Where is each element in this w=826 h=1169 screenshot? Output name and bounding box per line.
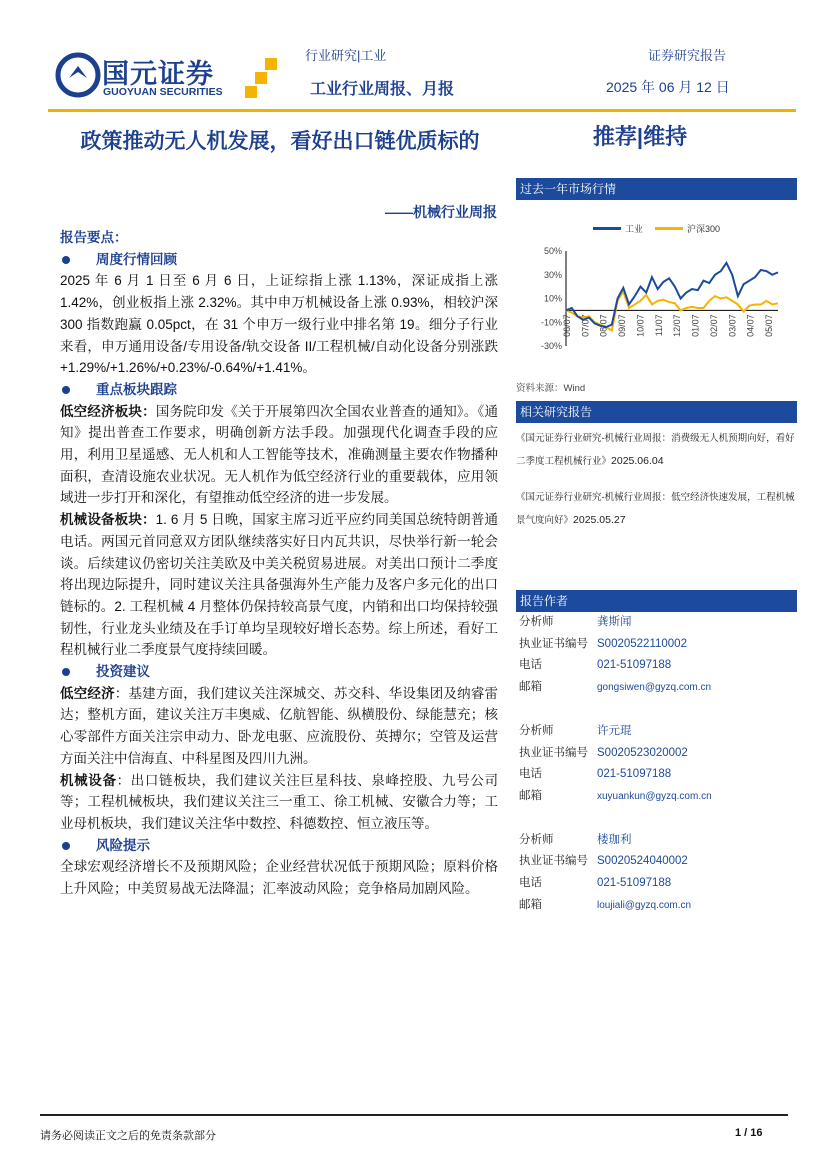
author-row — [519, 873, 797, 895]
page-number: 1 / 16 — [735, 1127, 763, 1139]
author-label: 邮箱 — [519, 681, 542, 694]
author-label: 执业证书编号 — [519, 746, 588, 759]
author-phone: 021-51097188 — [597, 768, 672, 781]
bullet-icon — [62, 668, 70, 676]
section-title: 周度行情回顾 — [96, 251, 177, 267]
x-tick-label: 04/07 — [745, 314, 756, 337]
paragraph-text: ：基建方面，我们建议关注深城交、苏交科、华设集团及纳睿雷达；整机方面，建议关注万丰奥威、亿航智能、纵横股份、绿能慧充；核心零部件方面关注宗申动力、卧龙电驱、应流股份、英搏尔；空管及运营方面关注中信海直、中科星图及四川九洲。 — [60, 685, 499, 766]
related-report-item[interactable] — [516, 428, 797, 473]
related-bar: 相关研究报告 — [516, 401, 797, 423]
paragraph — [60, 856, 498, 899]
paragraph-text: 2025 年 6 月 1 日至 6 月 6 日，上证综指上涨 1.13%，深证成指上涨 1.42%，创业板指上涨 2.32%。其中申万机械设备上涨 0.93%，相较沪深 300 指数跑赢 0.05pct，在 31 个申万一级行业中排名第 19。细分子行业来看，申万通用设备/专用设备/轨交设备 II/工程机械/自动化设备分别涨跌+1.29%/+1.26%/+0.23%/-0.64%/+1.41%。 — [60, 273, 498, 376]
author-label: 邮箱 — [519, 789, 542, 802]
y-tick-label: 10% — [543, 293, 562, 304]
bullet-icon — [62, 386, 70, 394]
report-date: 2025 年 06 月 12 日 — [606, 79, 730, 95]
x-tick-label: 10/07 — [635, 314, 646, 337]
author-row — [519, 830, 797, 852]
author-row — [519, 655, 797, 677]
report-type: 工业行业周报、月报 — [310, 81, 455, 98]
market-chart — [516, 222, 797, 386]
bullet-icon — [62, 256, 70, 264]
author-row — [519, 721, 797, 743]
author-label: 分析师 — [519, 833, 554, 846]
author-name: 楼珈利 — [597, 833, 632, 846]
paragraph-text: ：出口链板块，我们建议关注巨星科技、泉峰控股、九号公司等；工程机械板块，我们建议关注三一重工、徐工机械、安徽合力等；工业母机板块，我们建议关注华中数控、科德数控、恒立液压等。 — [60, 772, 499, 831]
author-row — [519, 634, 797, 656]
x-tick-label: 01/07 — [690, 314, 701, 337]
line-chart — [516, 241, 797, 381]
paragraph-text: 全球宏观经济增长不及预期风险；企业经营状况低于预期风险；原料价格上升风险；中美贸易战无法降温；汇率波动风险；竞争格局加剧风险。 — [60, 859, 498, 897]
author-label: 邮箱 — [519, 898, 542, 911]
market-bar: 过去一年市场行情 — [516, 178, 797, 200]
authors — [516, 612, 797, 938]
legend-label: 工业 — [624, 224, 643, 234]
author-row — [519, 895, 797, 917]
key-points — [60, 227, 498, 900]
author-row — [519, 743, 797, 765]
author-label: 分析师 — [519, 616, 554, 628]
author-label: 电话 — [519, 877, 542, 890]
author-label: 执业证书编号 — [519, 855, 588, 868]
author-block — [519, 612, 797, 699]
legend-label: 沪深300 — [686, 224, 721, 234]
page-title: 政策推动无人机发展，看好出口链优质标的 — [80, 130, 480, 153]
logo-english: GUOYUAN SECURITIES — [103, 86, 223, 98]
author-label: 分析师 — [519, 724, 554, 737]
author-row — [519, 677, 797, 699]
author-cert: S0020522110002 — [597, 637, 687, 650]
legend-item — [655, 222, 720, 235]
page-subtitle: ——机械行业周报 — [385, 204, 497, 220]
related-report-date: 2025.05.27 — [573, 514, 626, 526]
x-tick-label: 08/07 — [598, 314, 609, 337]
y-tick-label: 50% — [543, 246, 562, 256]
author-row — [519, 851, 797, 873]
paragraph-lead: 机械设备板块： — [60, 512, 156, 528]
y-tick-label: -10% — [540, 317, 562, 328]
y-tick-label: 30% — [543, 269, 562, 280]
footer-divider — [40, 1114, 788, 1116]
section-heading — [60, 835, 498, 857]
x-tick-label: 02/07 — [708, 314, 719, 337]
y-tick-label: -30% — [540, 341, 562, 351]
x-tick-label: 07/07 — [580, 314, 591, 337]
author-row — [519, 786, 797, 808]
paragraph — [60, 270, 498, 379]
chart-legend — [516, 222, 797, 235]
section-heading — [60, 249, 498, 271]
logo-squares-icon — [245, 58, 281, 100]
related-report-date: 2025.06.04 — [611, 455, 664, 467]
related-report-title: 《国元证券行业研究-机械行业周报：消费级无人机预期向好，看好二季度工程机械行业》 — [516, 433, 795, 467]
author-label: 电话 — [519, 659, 542, 672]
author-name: 龚斯闻 — [597, 616, 632, 628]
legend-swatch — [655, 227, 683, 230]
related-report-title: 《国元证券行业研究-机械行业周报：低空经济快速发展，工程机械景气度向好》 — [516, 492, 795, 526]
x-tick-label: 09/07 — [617, 314, 628, 337]
logo-emblem-icon — [55, 52, 101, 98]
legend-swatch — [593, 227, 621, 230]
x-tick-label: 06/07 — [562, 314, 572, 337]
x-tick-label: 05/07 — [764, 314, 774, 337]
section-title: 重点板块跟踪 — [96, 381, 177, 397]
author-cert: S0020524040002 — [597, 855, 688, 868]
author-email[interactable]: loujiali@gyzq.com.cn — [597, 899, 692, 911]
x-tick-label: 11/07 — [653, 314, 664, 337]
author-email[interactable]: xuyuankun@gyzq.com.cn — [597, 790, 712, 802]
paragraph — [60, 401, 498, 510]
author-email[interactable]: gongsiwen@gyzq.com.cn — [597, 682, 712, 694]
paragraph-text: 国务院印发《关于开展第四次全国农业普查的通知》。《通知》提出普查工作要求，明确创新方法手段。加强现代化调查手段的应用，利用卫星遥感、无人机和人工智能等技术，准确测量主要农作物播种面积，查清设施农业状况。无人机作为低空经济行业的重要载体，应用领域进一步打开和深化，有望推动低空经济的进一步发展。 — [60, 403, 498, 506]
paragraph — [60, 509, 498, 661]
section-title: 投资建议 — [96, 664, 150, 680]
author-row — [519, 612, 797, 634]
section-title: 风险提示 — [96, 837, 150, 853]
author-label: 执业证书编号 — [519, 637, 588, 650]
paragraph — [60, 770, 498, 835]
header-divider — [48, 109, 796, 112]
legend-item — [593, 222, 643, 235]
logo-text: 国元证券 — [102, 59, 214, 89]
category: 行业研究|工业 — [305, 48, 387, 63]
author-phone: 021-51097188 — [597, 877, 672, 890]
author-block — [519, 721, 797, 808]
rating: 推荐|维持 — [592, 124, 688, 149]
chart-source: 资料来源：Wind — [516, 383, 586, 394]
paragraph-lead: 低空经济 — [60, 685, 115, 701]
author-name: 许元琨 — [597, 724, 632, 737]
section-heading — [60, 661, 498, 683]
related-reports — [516, 428, 797, 546]
author-cert: S0020523020002 — [597, 746, 688, 759]
authors-bar: 报告作者 — [516, 590, 797, 612]
doc-kind: 证券研究报告 — [648, 48, 727, 63]
paragraph — [60, 683, 498, 770]
author-block — [519, 830, 797, 917]
section-heading — [60, 379, 498, 401]
bullet-icon — [62, 842, 70, 850]
paragraph-lead: 低空经济板块： — [60, 403, 156, 419]
author-row — [519, 764, 797, 786]
author-phone: 021-51097188 — [597, 659, 672, 672]
key-points-label: 报告要点： — [60, 230, 128, 245]
paragraph-text: 1. 6 月 5 日晚，国家主席习近平应约同美国总统特朗普通电话。两国元首同意双方团队继续落实好日内瓦共识，尽快举行新一轮会谈。后续建议仍密切关注美欧及中美关税贸易进展。对美出口预计二季度将出现边际提升，同时建议关注具备强海外生产能力及客户多元化的出口链标的。2. 工程机械 4 月整体仍保持较高景气度，内销和出口均保持较强韧性，行业龙头业绩及在手订单均呈现较好增长态势。综上所述，看好工程机械行业二季度景气度持续回暖。 — [60, 512, 499, 658]
paragraph-lead: 机械设备 — [60, 772, 117, 788]
x-tick-label: 12/07 — [672, 314, 683, 337]
footer-disclaimer: 请务必阅读正文之后的免责条款部分 — [40, 1130, 216, 1142]
related-report-item[interactable] — [516, 487, 797, 532]
author-label: 电话 — [519, 768, 542, 781]
x-tick-label: 03/07 — [727, 314, 738, 337]
